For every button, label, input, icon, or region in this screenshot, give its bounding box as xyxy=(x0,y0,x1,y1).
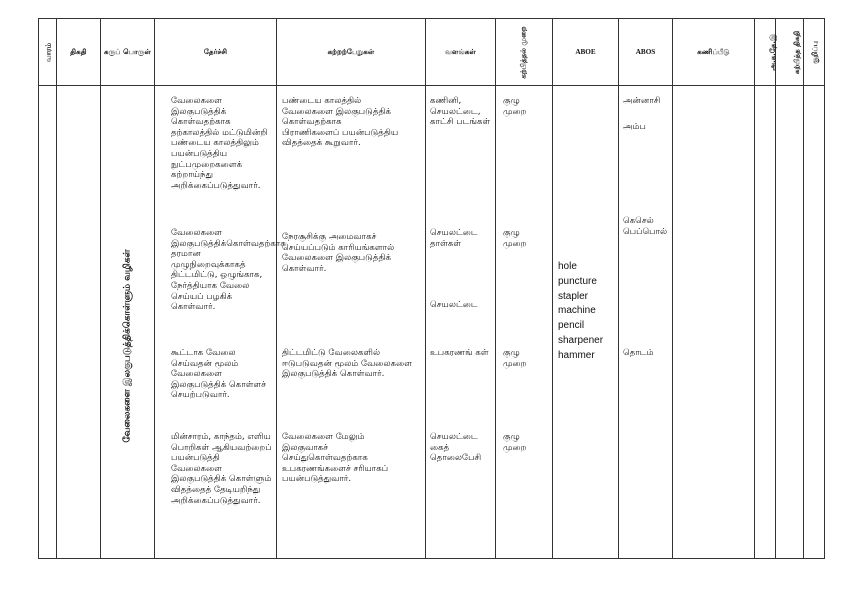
resource-3: செயலட்டை xyxy=(430,300,478,310)
competency-3: கூட்டாக வேலை செய்வதன் மூலம் வேலைகளை இலகுபடுத்திக் கொள்ளச் செயற்படுவார். xyxy=(171,348,266,401)
outcome-2: நேரசூசிக்கு அமைவாகச் செய்யப்படும் காரியங்களால் வேலைகளை இலகுபடுத்திக் கொள்வார். xyxy=(282,232,395,274)
resources-cell xyxy=(426,86,496,559)
method-3: குழு முறை xyxy=(503,348,527,369)
lesson-plan-table xyxy=(38,18,825,559)
competency-4: மின்சாரம், காந்தம், எளிய பொறிகள் ஆகியவற்றைப் பயன்படுத்தி வேலைகளை இலகுபடுத்திக் கொள்ளும் விதத்தைத் தேடியறிந்து அறிக்கைப்படுத்துவார். xyxy=(171,432,272,506)
aboe-item: stapler xyxy=(558,290,589,302)
aboe-item: puncture xyxy=(558,275,597,287)
topic-cell xyxy=(101,86,155,559)
header-competency: தேர்ச்சி xyxy=(155,19,277,86)
taught-date-cell xyxy=(776,86,804,559)
date-cell xyxy=(57,86,101,559)
header-outcomes: கற்றற்பேறுகள் xyxy=(277,19,426,86)
abos-item-2: அம்ப xyxy=(623,122,646,132)
topic-text: வேலைகளை இலகுபடுத்திக்கொள்ளும் வழிகள் xyxy=(122,248,132,443)
resource-2: செயலட்டை தாள்கள் xyxy=(430,228,478,249)
header-a3: அ.க.தே.இ xyxy=(755,19,776,86)
abos-cell xyxy=(619,86,673,559)
aboe-item: pencil xyxy=(558,320,585,332)
header-method: கற்பித்தல் முறை xyxy=(496,19,553,86)
abos-item-1: அன்னாசி xyxy=(623,96,661,106)
outcome-1: பண்டைய காலத்தில் வேலைகளை இலகுபடுத்திக் கொள்வதற்காக பிராணிகளைப் பயன்படுத்திய விதத்தைக் கூறுவார். xyxy=(282,96,399,149)
aboe-item: hammer xyxy=(558,349,595,361)
notes-cell xyxy=(804,86,825,559)
header-resources: வளங்கள் xyxy=(426,19,496,86)
competency-2: வேலைகளை இலகுபடுத்திக்கொள்வதற்காக தரமான முழுநிறைவுக்காகத் திட்டமிட்டு, ஒழுங்காக, நேர்த்தியாக வேலை செய்யப் பழகிக் கொள்வார். xyxy=(171,228,286,313)
resource-5: செயலட்டை கைத் தொலைபேசி xyxy=(430,432,482,464)
header-notes: குறிப்பு xyxy=(804,19,825,86)
header-assessment: கணிப்பீடு xyxy=(673,19,755,86)
header-row xyxy=(39,19,825,86)
abos-item-4: தொடம் xyxy=(623,348,654,358)
method-4: குழு முறை xyxy=(503,432,527,453)
method-2: குழு முறை xyxy=(503,228,527,249)
aboe-item: machine xyxy=(558,305,596,317)
week-cell xyxy=(39,86,57,559)
header-aboe: ABOE xyxy=(553,19,619,86)
resource-1: கணினி, செயலட்டை, காட்சி படங்கள் xyxy=(430,96,491,128)
content-row xyxy=(39,86,825,559)
header-taught-date: கற்பித்த திகதி xyxy=(776,19,804,86)
method-cell xyxy=(496,86,553,559)
resource-4: உபகரணங் கள் xyxy=(430,348,489,358)
method-1: குழு முறை xyxy=(503,96,527,117)
header-topic: கருப் பொருள் xyxy=(101,19,155,86)
aboe-item: sharpener xyxy=(558,334,604,346)
assessment-cell xyxy=(673,86,755,559)
outcome-4: வேலைகளை மேலும் இலகுவாகச் செய்துகொள்வதற்காக உபகரணங்களைச் சரியாகப் பயன்படுத்துவார். xyxy=(282,432,389,485)
aboe-item: hole xyxy=(558,261,577,272)
header-abos: ABOS xyxy=(619,19,673,86)
aboe-cell xyxy=(553,86,619,559)
aboe-list xyxy=(558,260,618,364)
header-week: வாரம் xyxy=(39,19,57,86)
header-date: திகதி xyxy=(57,19,101,86)
abos-item-3: கெசெல் பெப்பொல் xyxy=(623,216,668,237)
outcomes-cell xyxy=(277,86,426,559)
competency-cell xyxy=(155,86,286,559)
competency-1: வேலைகளை இலகுபடுத்திக் கொள்வதற்காக தற்காலத்தில் மட்டுமின்றி பண்டைய காலத்திலும் பயன்படுத்திய நுட்பமுறைகளைக் கற்றாய்ந்து அறிக்கைப்படுத்துவார். xyxy=(171,96,268,191)
outcome-3: திட்டமிட்டு வேலைகளில் ஈடுபடுவதன் மூலம் வேலைகளை இலகுபடுத்திக் கொள்வார். xyxy=(282,348,412,380)
a3-cell xyxy=(755,86,776,559)
